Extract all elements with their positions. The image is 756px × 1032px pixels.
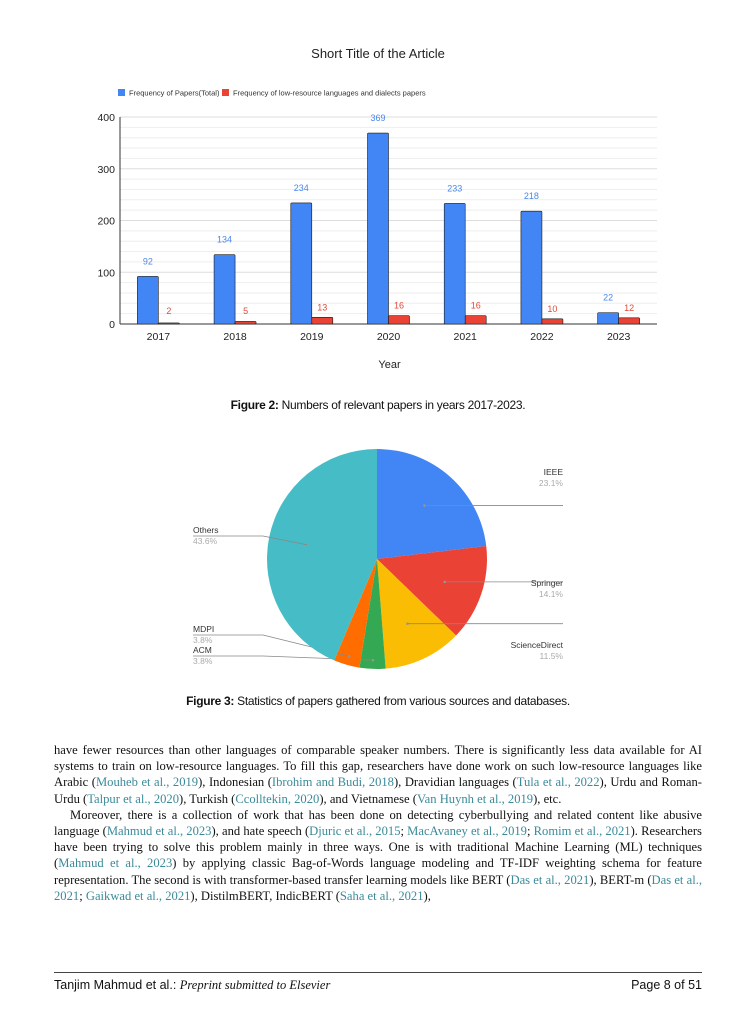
figure-3-label: Figure 3: [186,694,235,708]
bar-low-resource [465,316,486,324]
data-label: 16 [393,300,405,311]
citation-link[interactable]: Saha et al., 2021 [339,888,424,903]
bar-low-resource [312,317,333,324]
slice-percent: 14.1% [538,589,563,599]
bar-low-resource [235,321,256,324]
bar-low-resource [158,323,179,324]
x-tick-label: 2021 [453,331,477,343]
data-label: 13 [317,302,328,313]
data-label: 22 [603,292,614,303]
bar-total [368,133,389,324]
citation-link[interactable]: Van Huynh et al., 2019 [416,791,534,806]
text-run: Moreover, there is a collection of work that has been done on detecting cyberbullying and related content like abusive language ( [54,807,702,839]
slice-label: ScienceDirect [510,640,563,650]
x-tick-label: 2019 [300,331,324,343]
footer-separator: : [172,978,180,992]
legend-swatch [222,89,229,96]
bar-total [444,203,465,324]
text-run: ), Dravidian languages ( [393,775,517,790]
citation-link[interactable]: Ccolltekin, 2020 [235,791,320,806]
slice-percent: 23.1% [538,478,563,488]
footer-authors: Tanjim Mahmud et al. [54,978,173,992]
y-tick-label: 0 [109,319,115,331]
legend-swatch [118,89,125,96]
slice-label: MDPI [193,624,215,634]
text-run: ) by applying classic Bag-of-Words language modeling and TF-IDF weighting schema for feature representation. The second is with transformer-based transfer learning models like BERT ( [54,856,702,887]
footer-divider [54,972,702,973]
text-run: ), and Vietnamese ( [319,791,417,806]
data-label: 12 [624,302,635,313]
text-run: ), Turkish ( [179,791,236,806]
text-run: ), DistilmBERT, IndicBERT ( [190,888,340,903]
data-label: 2 [166,306,172,316]
text-run: ), [423,888,431,903]
paragraph [54,742,702,807]
data-label: 218 [523,191,539,202]
slice-percent: 43.6% [193,536,218,546]
y-tick-label: 300 [97,163,115,176]
figure-2-text: Numbers of relevant papers in years 2017-2023. [278,398,526,412]
citation-link[interactable]: Das et al., 2021 [54,872,702,903]
bar-low-resource [389,316,410,324]
text-run: ), Indonesian ( [198,775,272,790]
bar-low-resource [542,319,563,324]
text-run: ). Researchers have been trying to solve this problem mainly in three ways. One is with traditional Machine Learning (ML) techniques ( [54,824,702,871]
legend-label: Frequency of Papers(Total) [129,88,220,98]
legend-label: Frequency of low-resource languages and dialects papers [233,88,426,98]
footer-citation [54,978,330,993]
x-tick-label: 2020 [376,331,401,343]
x-tick-label: 2023 [606,331,631,343]
citation-link[interactable]: Mouheb et al., 2019 [95,775,199,790]
data-label: 92 [142,256,153,267]
citation-link[interactable]: MacAvaney et al., 2019 [407,824,527,839]
data-label: 234 [293,182,309,193]
citation-link[interactable]: Talpur et al., 2020 [87,791,180,806]
bar-total [137,276,158,324]
text-run: ), BERT-m ( [589,872,652,887]
bar-low-resource [619,318,640,324]
data-label: 5 [243,306,249,316]
y-tick-label: 400 [97,112,115,124]
citation-link[interactable]: Mahmud et al., 2023 [106,824,212,839]
data-label: 16 [470,300,481,311]
bar-total [521,211,542,324]
citation-link[interactable]: Mahmud et al., 2023 [58,856,173,871]
figure-3-text: Statistics of papers gathered from various sources and databases. [234,694,570,708]
running-title: Short Title of the Article [311,46,445,61]
data-label: 134 [217,234,233,245]
slice-label: ACM [193,645,212,655]
text-run: ), and hate speech ( [211,824,310,839]
citation-link[interactable]: Tula et al., 2022 [516,775,600,790]
figure-2-caption [0,398,756,412]
bar-total [214,255,235,324]
x-tick-label: 2017 [146,331,171,343]
slice-label: Others [193,525,219,535]
data-label: 10 [547,303,558,314]
x-axis-title: Year [378,359,401,371]
x-tick-label: 2018 [223,331,247,343]
data-label: 233 [447,183,463,194]
figure-2-label: Figure 2: [230,398,279,412]
text-run: ), etc. [533,791,562,806]
text-run: ; [400,824,408,839]
y-tick-label: 200 [97,215,115,228]
x-tick-label: 2022 [530,331,554,343]
data-label: 369 [370,113,386,124]
bar-total [598,313,619,324]
citation-link[interactable]: Romim et al., 2021 [533,824,631,839]
text-run: ; [526,824,534,839]
citation-link[interactable]: Das et al., 2021 [510,872,590,887]
slice-percent: 3.8% [193,635,213,645]
figure-3-caption [0,694,756,708]
citation-link[interactable]: Djuric et al., 2015 [309,824,401,839]
paragraph [54,807,702,904]
citation-link[interactable]: Gaikwad et al., 2021 [85,888,191,903]
page-number: Page 8 of 51 [631,978,702,992]
pie-chart [0,440,756,680]
text-run: have fewer resources than other languages of comparable speaker numbers. There is significantly less data available for AI systems to train on low-resource languages. To fill this gap, researchers have done work on such low-resource languages like Arabic ( [54,743,702,790]
bar-chart [0,80,756,380]
body-text [54,742,702,904]
slice-percent: 3.8% [193,656,213,666]
slice-percent: 11.5% [539,651,563,661]
y-tick-label: 100 [97,267,115,280]
slice-label: IEEE [543,467,563,477]
text-run: ; [79,888,86,903]
text-run: ), Urdu and Roman-Urdu ( [54,775,703,806]
bar-total [291,203,312,324]
citation-link[interactable]: Ibrohim and Budi, 2018 [271,775,394,790]
footer-venue: Preprint submitted to Elsevier [179,978,331,992]
pie-slice [377,449,486,559]
slice-label: Springer [530,578,563,588]
